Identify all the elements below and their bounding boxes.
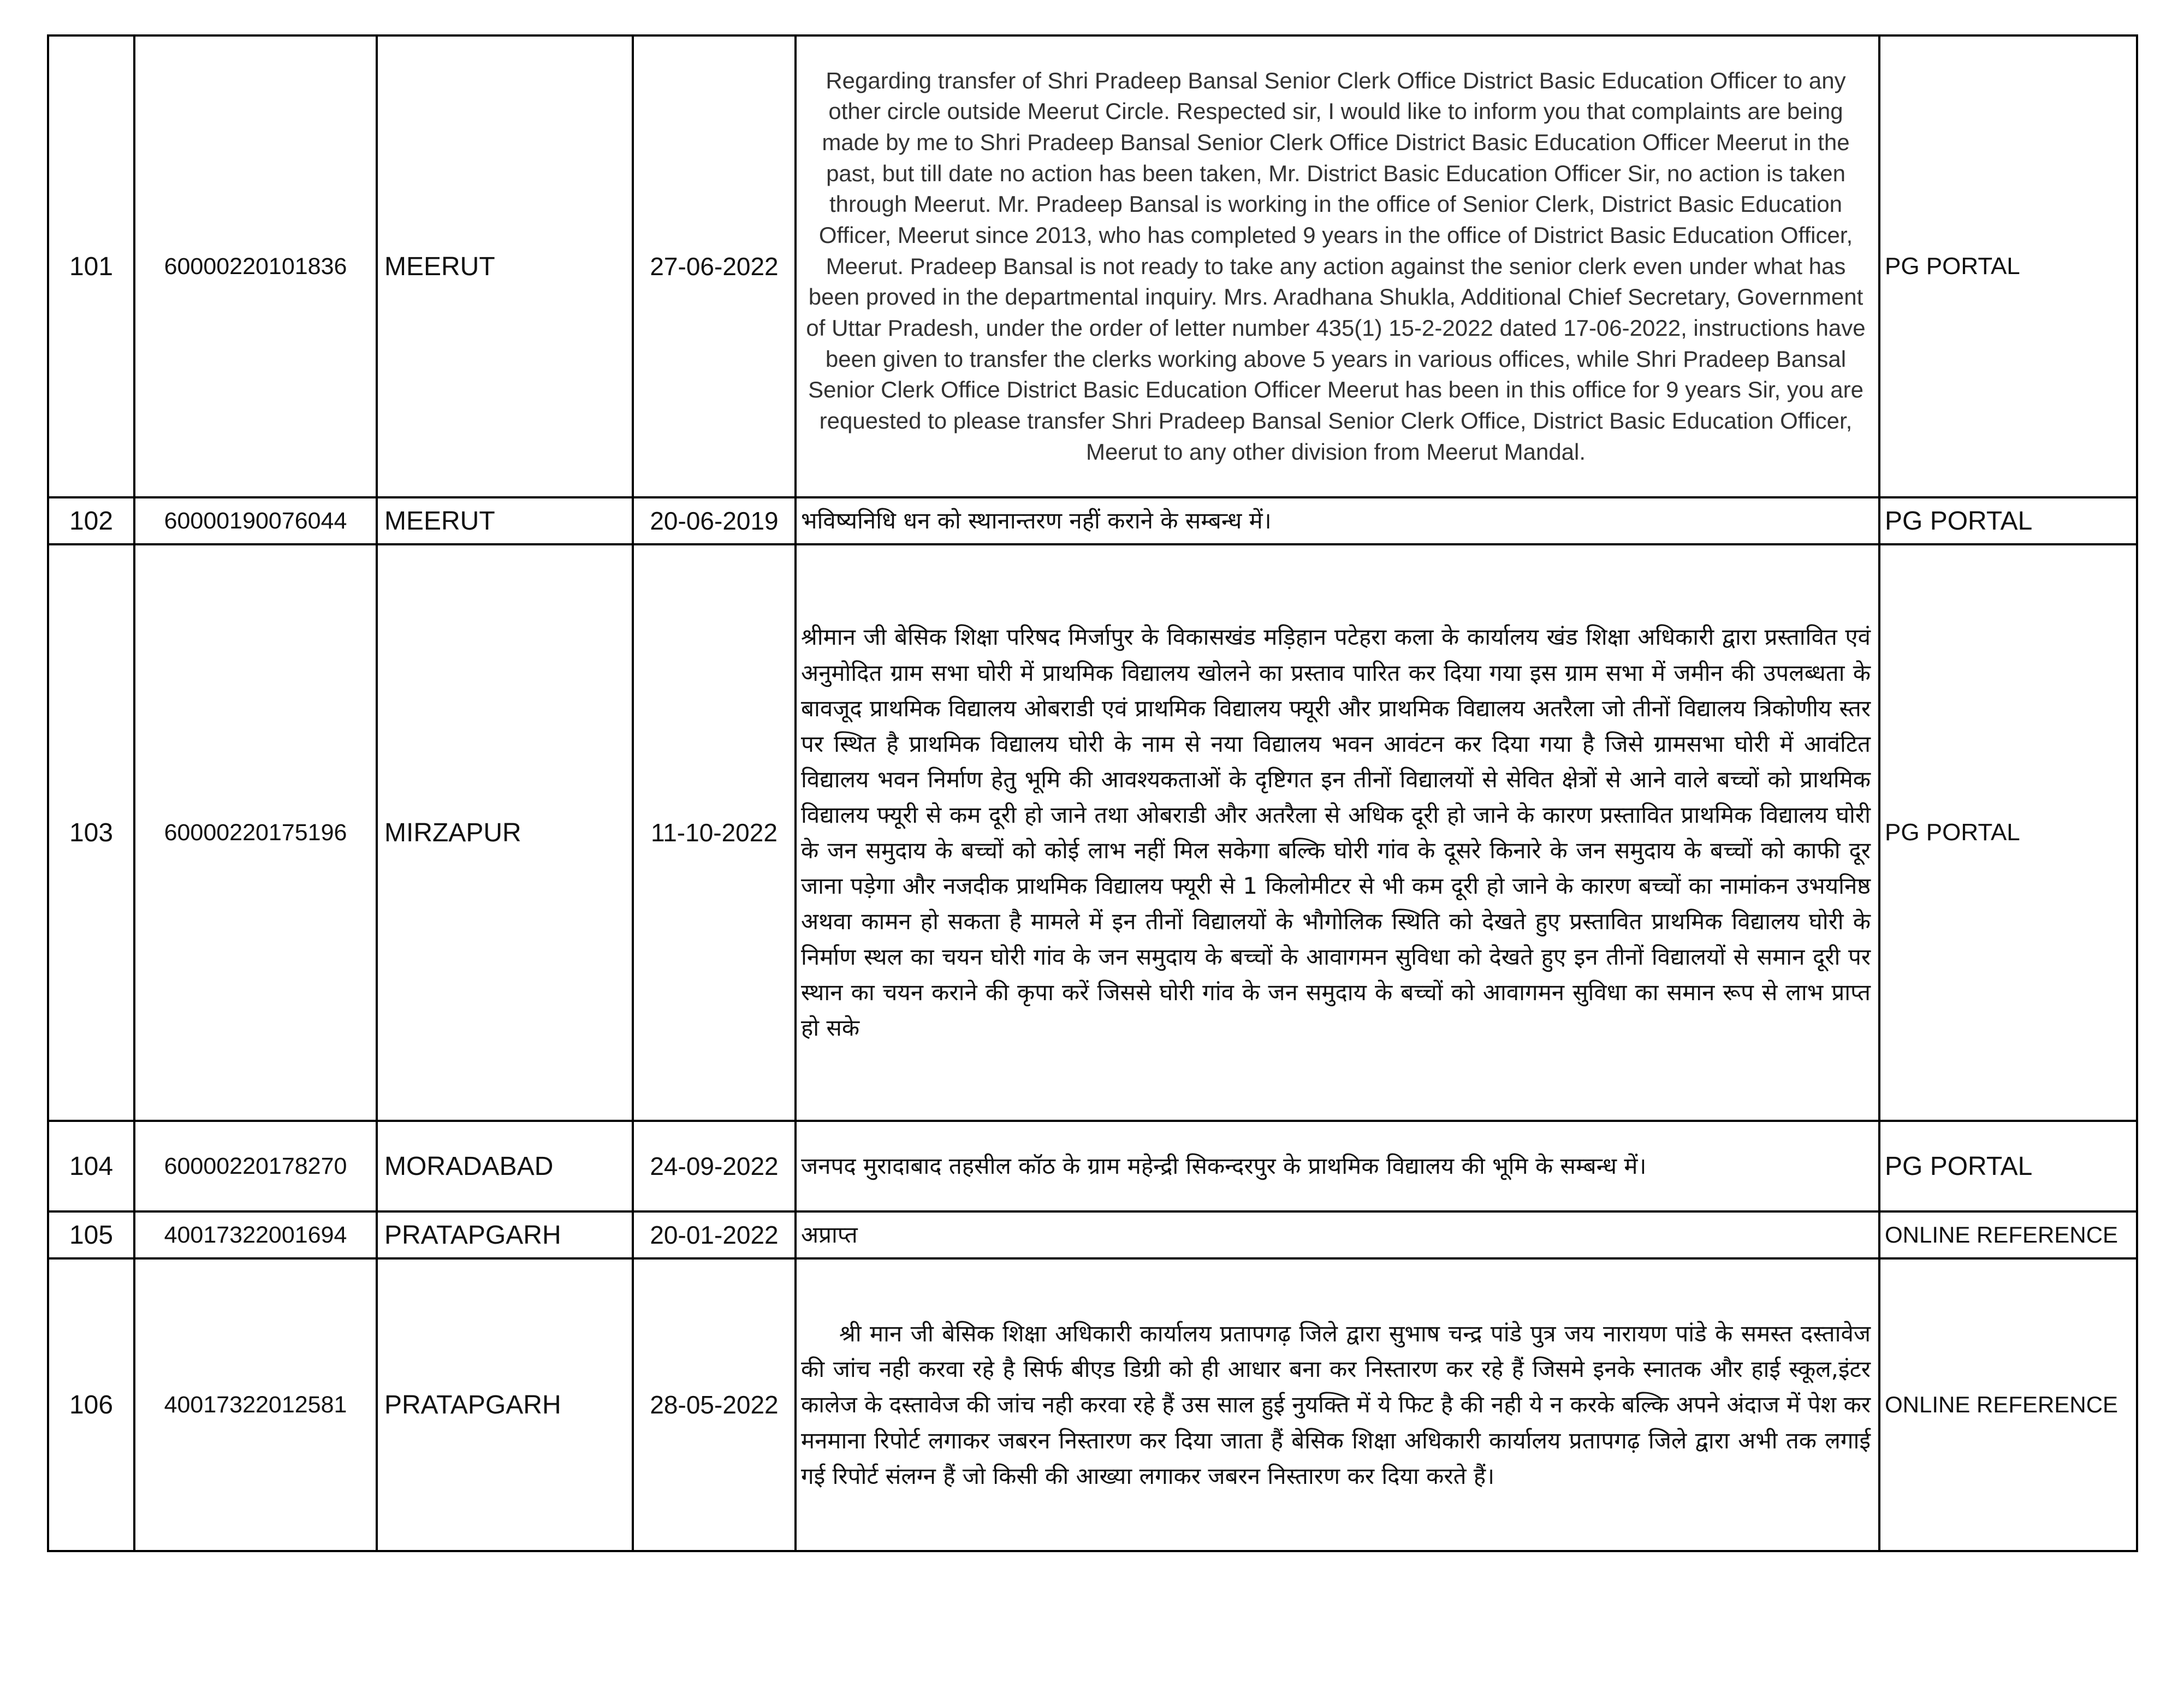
complaint-source: ONLINE REFERENCE [1879, 1211, 2137, 1258]
serial-number: 102 [48, 497, 134, 544]
complaint-description: श्री मान जी बेसिक शिक्षा अधिकारी कार्यालय प्रतापगढ़ जिले द्वारा सुभाष चन्द्र पांडे पुत्र जय नारायण पांडे के समस्त दस्तावेज की जांच नही करवा रहे है सिर्फ बीएड डिग्री को ही आधार बना कर निस्तारण कर रहे हैं जिसमे इनके स्नातक और हाई स्कूल,इंटर कालेज के दस्तावेज की जांच नही करवा रहे हैं उस साल हुई नुयक्ति में ये फिट है की नही ये न करके बल्कि अपने अंदाज में पेश कर मनमाना रिपोर्ट लगाकर जबरन निस्तारण कर दिया जाता हैं बेसिक शिक्षा अधिकारी कार्यालय प्रतापगढ़ जिले द्वारा अभी तक लगाई गई रिपोर्ट संलग्न हैं जो किसी की आख्या लगाकर जबरन निस्तारण कर दिया करते हैं। [796, 1258, 1879, 1551]
complaint-date: 11-10-2022 [633, 544, 796, 1121]
grievance-table [47, 34, 2138, 1552]
complaint-date: 27-06-2022 [633, 35, 796, 497]
serial-number: 103 [48, 544, 134, 1121]
table-row [48, 497, 2137, 544]
table-row [48, 544, 2137, 1121]
registration-number: 40017322001694 [134, 1211, 377, 1258]
complaint-description: जनपद मुरादाबाद तहसील कॉठ के ग्राम महेन्द्री सिकन्दरपुर के प्राथमिक विद्यालय की भूमि के सम्बन्ध में। [796, 1121, 1879, 1211]
table-row [48, 1121, 2137, 1211]
serial-number: 101 [48, 35, 134, 497]
district-name: PRATAPGARH [377, 1211, 633, 1258]
complaint-description: श्रीमान जी बेसिक शिक्षा परिषद मिर्जापुर के विकासखंड मड़िहान पटेहरा कला के कार्यालय खंड शिक्षा अधिकारी द्वारा प्रस्तावित एवं अनुमोदित ग्राम सभा घोरी में प्राथमिक विद्यालय खोलने का प्रस्ताव पारित कर दिया गया इस ग्राम सभा में जमीन की उपलब्धता के बावजूद प्राथमिक विद्यालय ओबराडी एवं प्राथमिक विद्यालय फ्यूरी और प्राथमिक विद्यालय अतरैला जो तीनों विद्यालय त्रिकोणीय स्तर पर स्थित है प्राथमिक विद्यालय घोरी के नाम से नया विद्यालय भवन आवंटन कर दिया गया है जिसे ग्रामसभा घोरी में आवंटित विद्यालय भवन निर्माण हेतु भूमि की आवश्यकताओं के दृष्टिगत इन तीनों विद्यालयों से सेवित क्षेत्रों से आने वाले बच्चों को प्राथमिक विद्यालय फ्यूरी से कम दूरी हो जाने तथा ओबराडी और अतरैला से अधिक दूरी हो जाने के कारण प्रस्तावित प्राथमिक विद्यालय घोरी के जन समुदाय के बच्चों को कोई लाभ नहीं मिल सकेगा बल्कि घोरी गांव के दूसरे किनारे के जन समुदाय के बच्चों को काफी दूर जाना पड़ेगा और नजदीक प्राथमिक विद्यालय फ्यूरी से 1 किलोमीटर से भी कम दूरी हो जाने के कारण बच्चों का नामांकन उभयनिष्ठ अथवा कामन हो सकता है मामले में इन तीनों विद्यालयों के भौगोलिक स्थिति को देखते हुए प्रस्तावित प्राथमिक विद्यालय घोरी के निर्माण स्थल का चयन घोरी गांव के जन समुदाय के बच्चों के आवागमन सुविधा को देखते हुए इन तीनों विद्यालयों से समान दूरी पर स्थान का चयन कराने की कृपा करें जिससे घोरी गांव के जन समुदाय के बच्चों को आवागमन सुविधा का समान रूप से लाभ प्राप्त हो सके [796, 544, 1879, 1121]
registration-number: 40017322012581 [134, 1258, 377, 1551]
complaint-description: भविष्यनिधि धन को स्थानान्तरण नहीं कराने के सम्बन्ध में। [796, 497, 1879, 544]
complaint-description: अप्राप्त [796, 1211, 1879, 1258]
registration-number: 60000220178270 [134, 1121, 377, 1211]
complaint-date: 20-01-2022 [633, 1211, 796, 1258]
serial-number: 106 [48, 1258, 134, 1551]
registration-number: 60000220101836 [134, 35, 377, 497]
table-row [48, 1258, 2137, 1551]
district-name: MIRZAPUR [377, 544, 633, 1121]
table-row [48, 1211, 2137, 1258]
serial-number: 105 [48, 1211, 134, 1258]
complaint-source: ONLINE REFERENCE [1879, 1258, 2137, 1551]
complaint-source: PG PORTAL [1879, 544, 2137, 1121]
district-name: PRATAPGARH [377, 1258, 633, 1551]
serial-number: 104 [48, 1121, 134, 1211]
table-row [48, 35, 2137, 497]
registration-number: 60000190076044 [134, 497, 377, 544]
complaint-source: PG PORTAL [1879, 497, 2137, 544]
complaint-date: 20-06-2019 [633, 497, 796, 544]
district-name: MEERUT [377, 35, 633, 497]
complaint-source: PG PORTAL [1879, 1121, 2137, 1211]
complaint-description: Regarding transfer of Shri Pradeep Bansal Senior Clerk Office District Basic Education Officer to any other circle outside Meerut Circle. Respected sir, I would like to inform you that complaints are being made by me to Shri Pradeep Bansal Senior Clerk Office District Basic Education Officer Meerut in the past, but till date no action has been taken, Mr. District Basic Education Officer Sir, no action is taken through Meerut. Mr. Pradeep Bansal is working in the office of Senior Clerk, District Basic Education Officer, Meerut since 2013, who has completed 9 years in the office of District Basic Education Officer, Meerut. Pradeep Bansal is not ready to take any action against the senior clerk even under what has been proved in the departmental inquiry. Mrs. Aradhana Shukla, Additional Chief Secretary, Government of Uttar Pradesh, under the order of letter number 435(1) 15-2-2022 dated 17-06-2022, instructions have been given to transfer the clerks working above 5 years in various offices, while Shri Pradeep Bansal Senior Clerk Office District Basic Education Officer Meerut has been in this office for 9 years Sir, you are requested to please transfer Shri Pradeep Bansal Senior Clerk Office, District Basic Education Officer, Meerut to any other division from Meerut Mandal. [796, 35, 1879, 497]
complaint-source: PG PORTAL [1879, 35, 2137, 497]
district-name: MORADABAD [377, 1121, 633, 1211]
complaint-date: 24-09-2022 [633, 1121, 796, 1211]
district-name: MEERUT [377, 497, 633, 544]
complaint-date: 28-05-2022 [633, 1258, 796, 1551]
registration-number: 60000220175196 [134, 544, 377, 1121]
